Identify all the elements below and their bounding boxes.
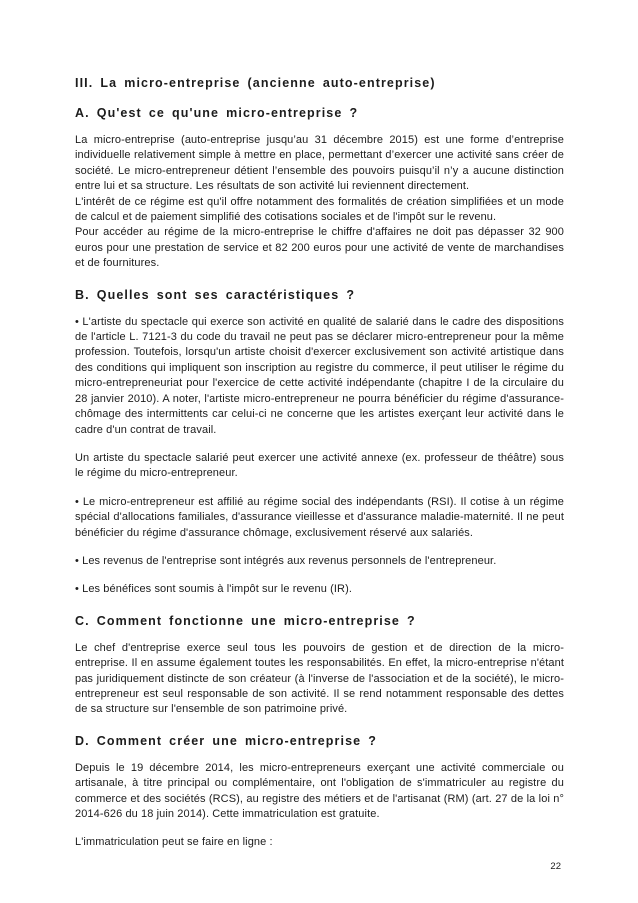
paragraph: Depuis le 19 décembre 2014, les micro-entrepreneurs exerçant une activité commerciale ou artisanale, à titre principal ou complémentaire, ont l'obligation de s'immatriculer au registre du commerce et des sociétés (RCS), au registre des métiers et de l'artisanat (RM) (art. 27 de la loi n° 2014-626 du 18 juin 2014). Cette immatriculation est gratuite. (75, 761, 564, 820)
section-heading: D. Comment créer une micro-entreprise ? (75, 733, 377, 748)
paragraph-continued: L'intérêt de ce régime est qu'il offre notamment des formalités de création simplifiées et un mode de calcul et de paiement simplifié des cotisations sociales et de l'impôt sur le revenu. (75, 195, 564, 224)
document-content (75, 76, 564, 851)
paragraph-continued: Pour accéder au régime de la micro-entreprise le chiffre d'affaires ne doit pas dépasser 32 900 euros pour une prestation de service et 82 200 euros pour une activité de vente de marchandises et de fournitures. (75, 226, 564, 270)
document-title: III. La micro-entreprise (ancienne auto-entreprise) (75, 76, 436, 90)
paragraph: L'immatriculation peut se faire en ligne : (75, 836, 273, 849)
section-heading: B. Quelles sont ses caractéristiques ? (75, 287, 356, 302)
bullet-item: • Les revenus de l'entreprise sont intégrés aux revenus personnels de l'entrepreneur. (75, 554, 497, 567)
section-heading: C. Comment fonctionne une micro-entreprise ? (75, 613, 416, 628)
paragraph: La micro-entreprise (auto-entreprise jusqu’au 31 décembre 2015) est une forme d’entreprise individuelle relativement simple à mettre en place, permettant d’exercer une activité sans créer de société. Le micro-entrepreneur détient l’ensemble des pouvoirs puisqu’il n’y a aucune distinction entre lui et sa structure. Les résultats de son activité lui reviennent directement. (75, 134, 564, 193)
bullet-item: • Le micro-entrepreneur est affilié au régime social des indépendants (RSI). Il cotise à un régime spécial d'allocations familiales, d'assurance vieillesse et d'assurance maladie-maternité. Il ne peut bénéficier du régime d'assurance chômage, exclusivement réservé aux salariés. (75, 495, 564, 539)
paragraph: Le chef d'entreprise exerce seul tous les pouvoirs de gestion et de direction de la micro-entreprise. Il en assume également toutes les responsabilités. En effet, la micro-entreprise n'étant pas juridiquement distincte de son créateur (à l'inverse de l'association et de la société), le micro-entrepreneur est seul responsable de son activité. Il se rend notamment responsable des dettes de sa structure sur l'ensemble de son patrimoine privé. (75, 641, 564, 716)
section-heading: A. Qu'est ce qu'une micro-entreprise ? (75, 106, 359, 120)
page-number: 22 (550, 861, 561, 872)
paragraph: Un artiste du spectacle salarié peut exercer une activité annexe (ex. professeur de théâtre) sous le régime du micro-entrepreneur. (75, 451, 564, 480)
bullet-item: • Les bénéfices sont soumis à l'impôt sur le revenu (IR). (75, 583, 352, 596)
bullet-item: • L'artiste du spectacle qui exerce son activité en qualité de salarié dans le cadre des dispositions de l'article L. 7121-3 du code du travail ne peut pas se déclarer micro-entrepreneur pour la même profession. Toutefois, lorsqu'un artiste choisit d'exercer exclusivement son activité artistique dans des conditions qui impliquent son inscription au registre du commerce, il peut utiliser le régime du micro-entrepreneuriat pour l'exercice de cette activité indépendante (chapitre I de la circulaire du 28 janvier 2010). A noter, l'artiste micro-entrepreneur ne pourra bénéficier du régime d'assurance-chômage des intermittents car celui-ci ne concerne que les artistes exerçant leur activité dans le cadre d'un contrat de travail. (75, 315, 564, 436)
